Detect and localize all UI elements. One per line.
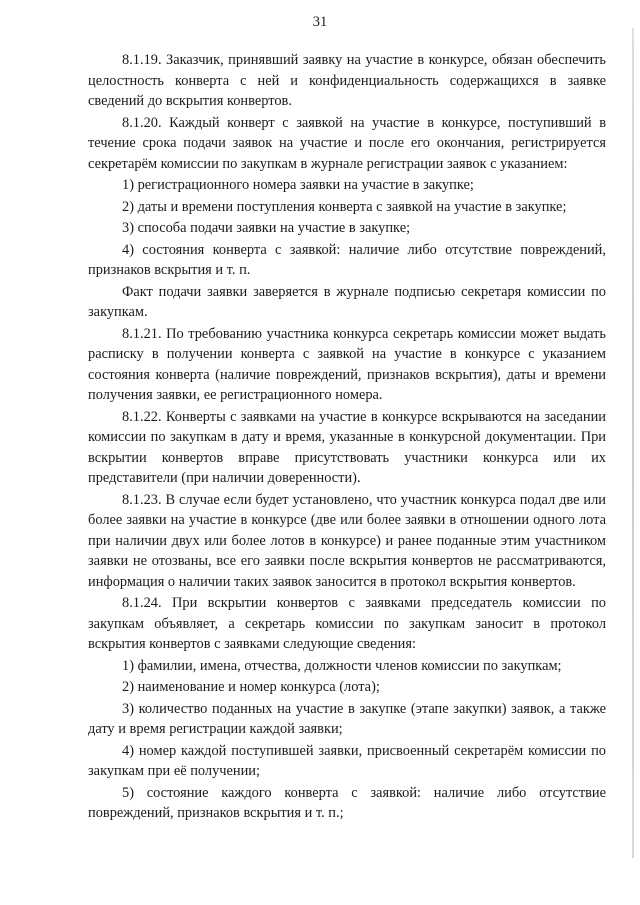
- paragraph-signature-note: Факт подачи заявки заверяется в журнале подписью секретаря комиссии по закупкам.: [88, 283, 606, 320]
- list-item-envelope-state: 4) состояния конверта с заявкой: наличие либо отсутствие повреждений, признаков вскрытия и т. п.: [88, 241, 606, 278]
- scan-edge-shadow: [632, 28, 634, 858]
- list-item-bid-number: 4) номер каждой поступившей заявки, присвоенный секретарём комиссии по закупкам при её получении;: [88, 742, 606, 779]
- list-item-receipt-datetime: 2) даты и времени поступления конверта с заявкой на участие в закупке;: [122, 198, 567, 215]
- list-item-tender-name: 2) наименование и номер конкурса (лота);: [122, 679, 380, 695]
- document-body: [88, 50, 606, 824]
- list-item-bid-count: 3) количество поданных на участие в закупке (этапе закупки) заявок, а также дату и время регистрации каждой заявки;: [88, 700, 606, 737]
- paragraph-8-1-24: 8.1.24. При вскрытии конвертов с заявками председатель комиссии по закупкам объявляет, а секретарь комиссии по закупкам заносит в протокол вскрытия конвертов с заявками следующие сведения:: [88, 595, 606, 652]
- list-item-submission-method: 3) способа подачи заявки на участие в закупке;: [122, 220, 411, 236]
- paragraph-8-1-22: 8.1.22. Конверты с заявками на участие в конкурсе вскрываются на заседании комиссии по закупкам в дату и время, указанные в конкурсной документации. При вскрытии конвертов вправе присутствовать участники конкурса или их представители (при наличии доверенности).: [88, 408, 606, 486]
- paragraph-8-1-20: 8.1.20. Каждый конверт с заявкой на участие в конкурсе, поступивший в течение срока подачи заявок на участие и после его окончания, регистрируется секретарём комиссии по закупкам в журнале регистрации заявок с указанием:: [88, 114, 606, 172]
- list-item-registration-number: 1) регистрационного номера заявки на участие в закупке;: [122, 177, 474, 193]
- paragraph-8-1-21: 8.1.21. По требованию участника конкурса секретарь комиссии может выдать расписку в получении конверта с заявкой на участие в конкурсе с указанием состояния конверта (наличие повреждений, признаков вскрытия), даты и времени получения заявки, ее регистрационного номера.: [88, 325, 606, 403]
- list-item-commission-members: 1) фамилии, имена, отчества, должности членов комиссии по закупкам;: [122, 657, 562, 674]
- paragraph-8-1-19: 8.1.19. Заказчик, принявший заявку на участие в конкурсе, обязан обеспечить целостность конверта с ней и конфиденциальность содержащихся в заявке сведений до вскрытия конвертов.: [88, 52, 606, 109]
- paragraph-8-1-23: 8.1.23. В случае если будет установлено, что участник конкурса подал две или более заявки на участие в конкурсе (две или более заявки в отношении одного лота при наличии двух или более лотов в конкурсе) и ранее поданные этим участником заявки не отозваны, все его заявки после вскрытия конвертов не рассматриваются, информация о наличии таких заявок заносится в протокол вскрытия конвертов.: [88, 491, 606, 590]
- page-number: 31: [312, 14, 328, 30]
- list-item-envelope-condition: 5) состояние каждого конверта с заявкой: наличие либо отсутствие повреждений, признаков вскрытия и т. п.;: [88, 784, 606, 821]
